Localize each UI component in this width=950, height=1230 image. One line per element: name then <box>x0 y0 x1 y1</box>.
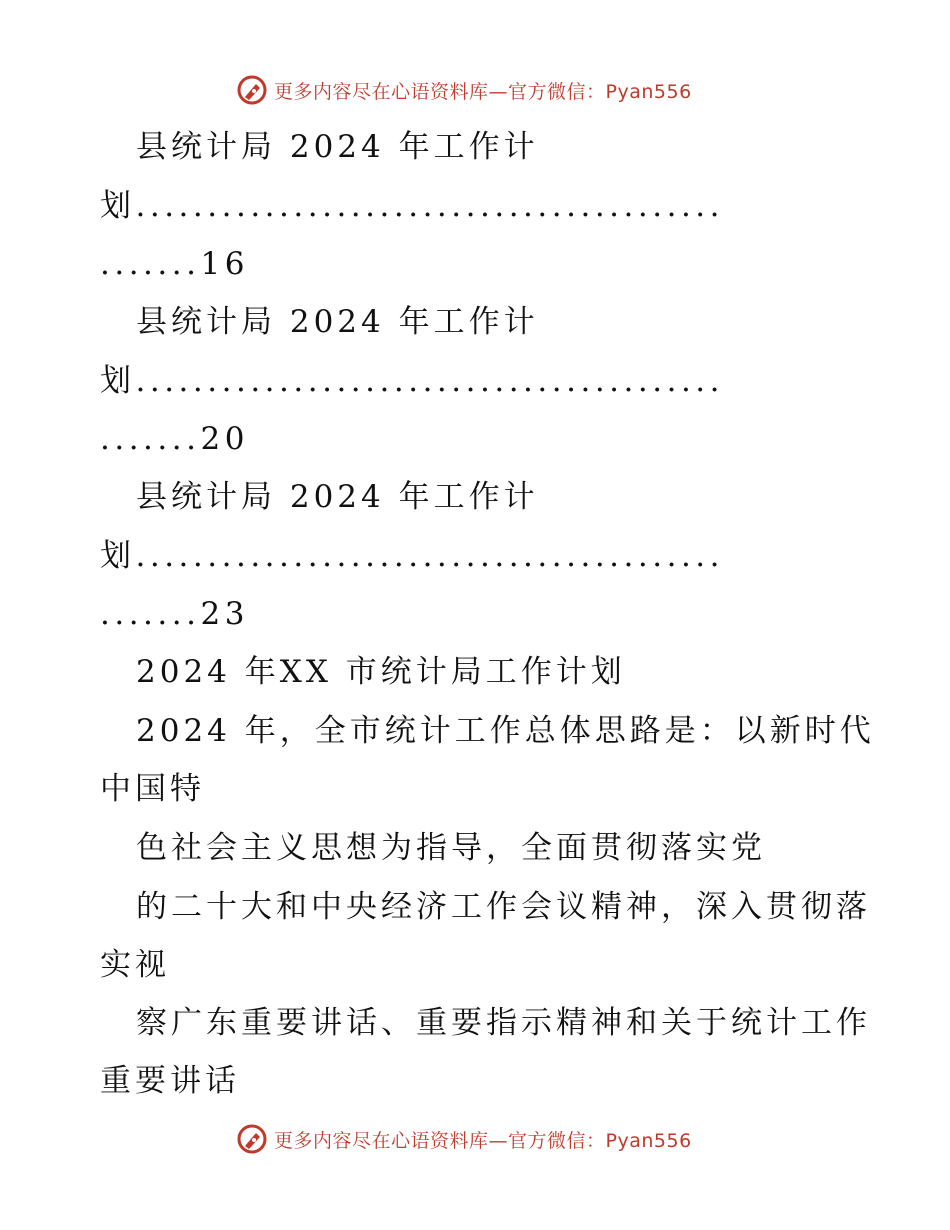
paragraph-line: 重要讲话 <box>100 1063 240 1099</box>
document-heading: 2024 年XX 市统计局工作计划 <box>136 654 626 690</box>
paragraph-line: 中国特 <box>100 771 205 807</box>
toc-entry-leader: 划......................................... <box>100 538 725 574</box>
pen-nib-logo-icon <box>236 1123 268 1155</box>
paragraph-line: 实视 <box>100 947 170 983</box>
toc-entry-page: .......16 <box>100 246 249 282</box>
toc-entry-title: 县统计局 2024 年工作计 <box>136 304 539 340</box>
paragraph-line: 的二十大和中央经济工作会议精神，深入贯彻落 <box>136 889 871 925</box>
toc-entry-title: 县统计局 2024 年工作计 <box>136 479 539 515</box>
paragraph-line: 2024 年，全市统计工作总体思路是：以新时代 <box>136 713 875 749</box>
paragraph-line: 色社会主义思想为指导，全面贯彻落实党 <box>136 830 766 866</box>
watermark-text: 更多内容尽在心语资料库—官方微信：Pyan556 <box>274 1129 692 1152</box>
watermark-text: 更多内容尽在心语资料库—官方微信：Pyan556 <box>274 80 692 103</box>
footer-watermark <box>236 1121 692 1157</box>
toc-entry-leader: 划......................................... <box>100 188 725 224</box>
toc-entry-leader: 划......................................... <box>100 363 725 399</box>
toc-entry-title: 县统计局 2024 年工作计 <box>136 129 539 165</box>
pen-nib-logo-icon <box>236 74 268 106</box>
toc-entry-page: .......20 <box>100 421 249 457</box>
paragraph-line: 察广东重要讲话、重要指示精神和关于统计工作 <box>136 1005 871 1041</box>
header-watermark <box>236 72 692 108</box>
toc-entry-page: .......23 <box>100 596 249 632</box>
